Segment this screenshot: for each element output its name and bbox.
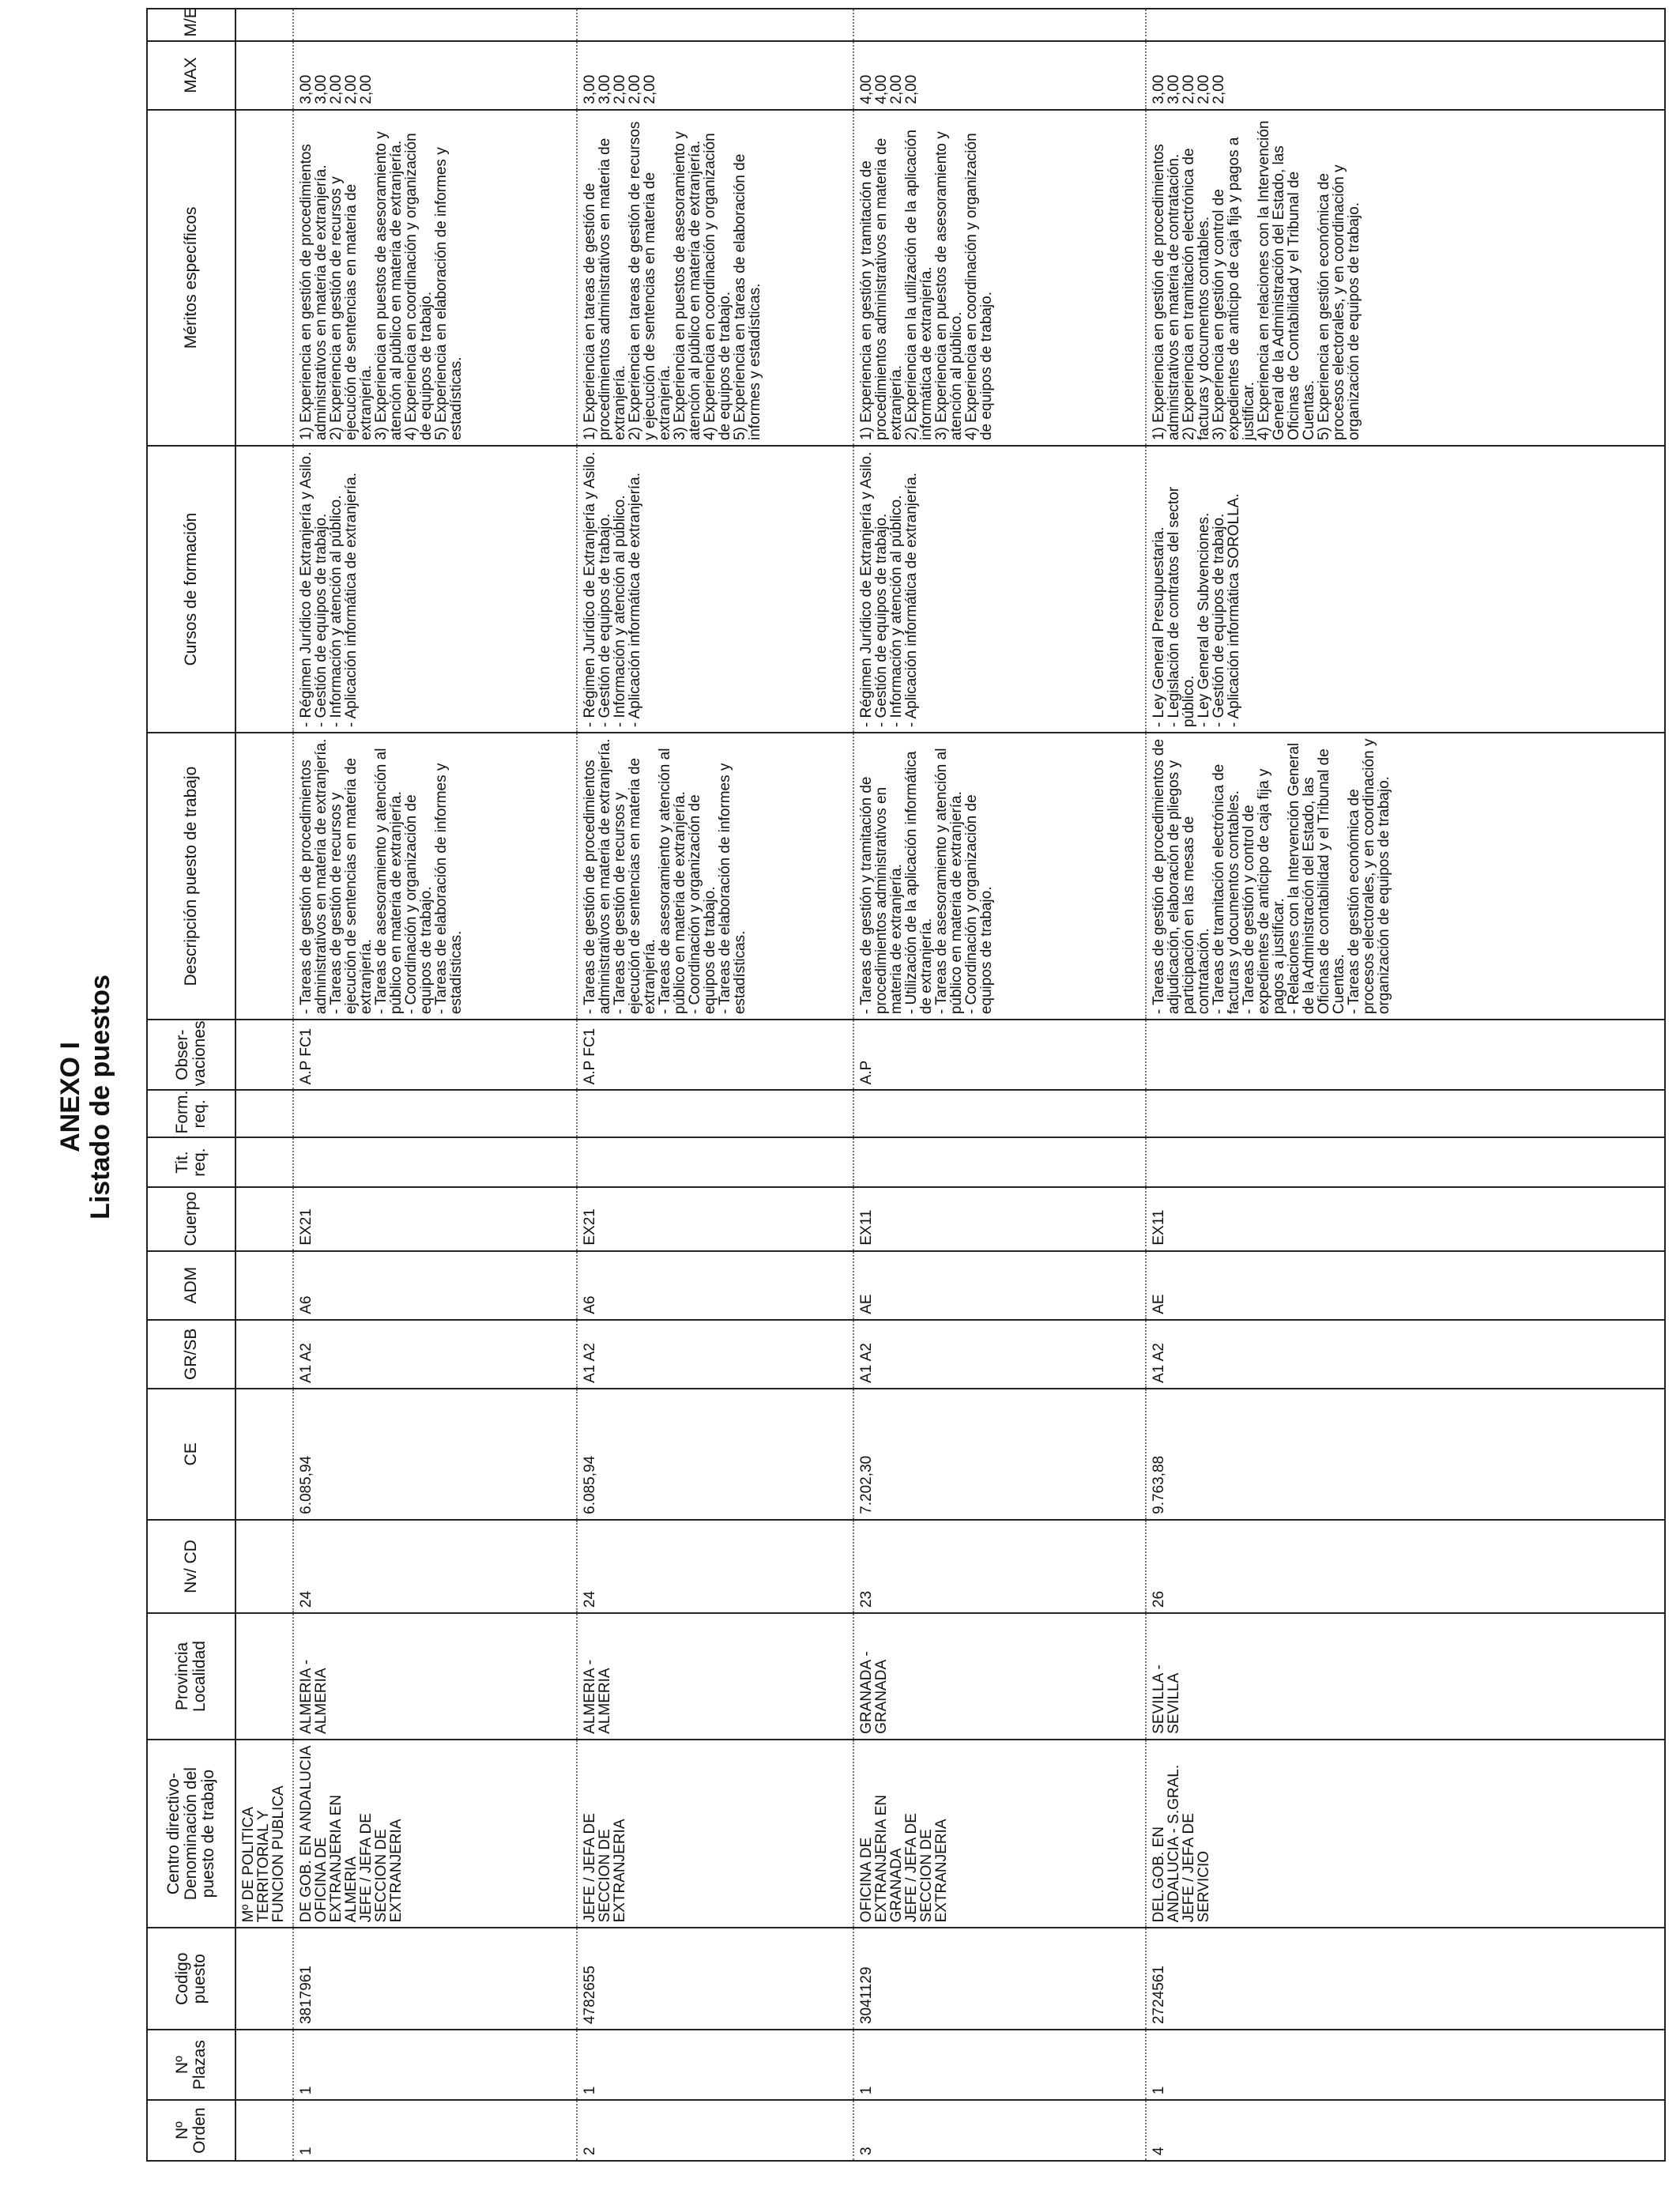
max-value: 2,00 [327,74,345,104]
empty-cell [1519,9,1665,41]
orden-cell: 1 [293,2100,578,2161]
grsb-cell: A1 A2 [293,1320,578,1389]
max-value: 2,00 [627,74,644,104]
merito-item: 4) Experiencia en coordinación y organización de equipos de trabajo. [402,129,435,441]
centro-directivo-line: OFICINA DE EXTRANJERIA EN ALMERIA [312,1791,360,1923]
max-value: 2,00 [612,74,629,104]
me-cell [577,9,853,41]
merito-item: 1) Experiencia en gestión de procedimientos administrativos en materia de contratación. [1150,139,1182,441]
header-provincia: Provincia Localidad [147,1613,235,1740]
merito-item: 5) Experiencia en gestión económica de procesos electorales, y en coordinación y organización de equipos de trabajo. [1315,160,1362,441]
merito-item: 5) Experiencia en elaboración de informes y estadísticas. [432,143,465,441]
provincia-cell: ALMERIA - ALMERIA [293,1613,578,1740]
header-descripcion: Descripción puesto de trabajo [147,733,235,1020]
max-value: 4,00 [857,74,875,104]
header-me: M/E [147,9,235,41]
max-value: 4,00 [872,74,890,104]
table-row [293,9,578,2161]
centro-cell [577,1740,853,1928]
descripcion-item: - Tareas de asesoramiento y atención al público en materia de extranjería. [657,744,689,1015]
tit-cell [293,1138,578,1187]
descripcion-item: - Tareas de elaboración de informes y estadísticas. [432,759,465,1015]
descripcion-item: - Coordinación y organización de equipos de trabajo. [962,790,995,1015]
merito-item: 1) Experiencia en tareas de gestión de procedimientos administrativos en materia de extranjería. [582,134,629,441]
cursos-cell [577,446,853,733]
descripcion-item: - Utilización de la aplicación informática de extranjería. [902,747,935,1015]
descripcion-item: - Tareas de gestión económica de procesos electorales, y en coordinación y organización de equipos de trabajo. [1345,734,1392,1015]
puesto-denominacion: JEFE / JEFA DE SERVICIO [1180,1808,1212,1923]
max-value: 3,00 [297,74,315,104]
max-cell [1146,41,1520,110]
descripcion-cell [853,733,1146,1020]
descripcion-item: - Tareas de tramitación electrónica de facturas y documentos contables. [1210,760,1242,1015]
curso-item: - Información y atención al público. [887,495,905,728]
empty-cell [1519,1928,1665,2030]
puesto-denominacion: JEFE / JEFA DE SECCION DE EXTRANJERIA [357,1808,405,1923]
orden-cell: 2 [577,2100,853,2161]
nivel-cell: 24 [577,1520,853,1613]
ce-cell: 7.202,30 [853,1389,1146,1520]
max-value: 3,00 [582,74,599,104]
curso-item: - Ley General Presupuestaria. [1150,526,1167,728]
descripcion-cell [293,733,578,1020]
curso-item: - Aplicación informática de extranjería. [902,472,920,728]
descripcion-item: - Tareas de gestión y control de expedientes de anticipo de caja fija y pagos a justificar. [1240,764,1287,1015]
meritos-cell [1146,110,1520,446]
plazas-cell: 1 [577,2030,853,2100]
empty-cell [1519,1520,1665,1613]
cuerpo-cell: EX21 [577,1187,853,1251]
max-cell [853,41,1146,110]
empty-cell [1519,2030,1665,2100]
descripcion-cell [1146,733,1520,1020]
descripcion-item: - Relaciones con la Intervención General de la Administración del Estado, las Oficinas de contabilidad y el Tribunal de Cuentas. [1285,738,1347,1015]
table-row [853,9,1146,2161]
curso-item: - Gestión de equipos de trabajo. [872,513,890,728]
form-cell [853,1090,1146,1137]
nivel-cell: 23 [853,1520,1146,1613]
provincia-cell: ALMERIA - ALMERIA [577,1613,853,1740]
empty-cell [1519,1020,1665,1090]
cuerpo-cell: EX21 [293,1187,578,1251]
ministry-row [235,9,293,2161]
nivel-cell: 26 [1146,1520,1520,1613]
ce-cell: 9.763,88 [1146,1389,1520,1520]
max-cell [293,41,578,110]
curso-item: - Régimen Jurídico de Extranjería y Asilo. [297,451,315,728]
header-grsb: GR/SB [147,1320,235,1389]
grsb-cell: A1 A2 [853,1320,1146,1389]
merito-item: 3) Experiencia en puestos de asesoramiento y atención al público. [932,126,965,441]
tit-cell [853,1138,1146,1187]
header-centro: Centro directivo- Denominación del puesto de trabajo [147,1740,235,1928]
centro-cell [1146,1740,1520,1928]
adm-cell: A6 [577,1251,853,1320]
plazas-cell: 1 [853,2030,1146,2100]
meritos-cell [293,110,578,446]
plazas-cell: 1 [293,2030,578,2100]
document-title: ANEXO I [55,1042,85,1152]
header-nivel: Nv/ CD [147,1520,235,1613]
max-value: 2,00 [1210,74,1227,104]
empty-cell [1519,1090,1665,1137]
obs-cell: A.P FC1 [293,1020,578,1090]
obs-cell: A.P FC1 [577,1020,853,1090]
grsb-cell: A1 A2 [1146,1320,1520,1389]
curso-item: - Aplicación informática de extranjería. [342,472,360,728]
curso-item: - Aplicación informática SOROLLA. [1225,493,1242,728]
descripcion-cell [577,733,853,1020]
centro-directivo-line: DEL.GOB. EN ANDALUCIA - S.GRAL. [1150,1764,1182,1923]
curso-item: - Régimen Jurídico de Extranjería y Asilo. [857,451,875,728]
ministry-line: Mº DE POLITICA TERRITORIAL Y FUNCION PUBLICA [235,1740,293,1928]
header-codigo: Codigo puesto [147,1928,235,2030]
merito-item: 5) Experiencia en tareas de elaboración de informes y estadísticas. [732,149,764,441]
cursos-cell [1146,446,1520,733]
merito-item: 3) Experiencia en puestos de asesoramiento y atención al público en materia de extranjería. [372,126,405,441]
ce-cell: 6.085,94 [577,1389,853,1520]
header-cursos: Cursos de formación [147,446,235,733]
max-value: 2,00 [1195,74,1212,104]
empty-cell [1519,2100,1665,2161]
curso-item: - Gestión de equipos de trabajo. [312,513,330,728]
provincia-cell: SEVILLA - SEVILLA [1146,1613,1520,1740]
table-row [577,9,853,2161]
codigo-cell: 4782655 [577,1928,853,2030]
codigo-cell: 3817961 [293,1928,578,2030]
orden-cell: 3 [853,2100,1146,2161]
tit-cell [577,1138,853,1187]
provincia-cell: GRANADA - GRANADA [853,1613,1146,1740]
meritos-cell [577,110,853,446]
merito-item: 2) Experiencia en tramitación electrónica de facturas y documentos contables. [1180,144,1212,441]
max-value: 2,00 [642,74,659,104]
merito-item: 4) Experiencia en coordinación y organización de equipos de trabajo. [702,129,734,441]
adm-cell: A6 [293,1251,578,1320]
ce-cell: 6.085,94 [293,1389,578,1520]
nivel-cell: 24 [293,1520,578,1613]
header-ce: CE [147,1389,235,1520]
meritos-cell [853,110,1146,446]
table-row [1146,9,1520,2161]
empty-cell [1519,1187,1665,1251]
header-adm: ADM [147,1251,235,1320]
puesto-denominacion: JEFE / JEFA DE SECCION DE EXTRANJERIA [582,1808,629,1923]
header-max: MAX [147,41,235,110]
curso-item: - Gestión de equipos de trabajo. [1210,513,1227,728]
descripcion-item: - Tareas de asesoramiento y atención al público en materia de extranjería. [932,744,965,1015]
max-value: 2,00 [342,74,360,104]
merito-item: 3) Experiencia en gestión y control de expedientes de anticipo de caja fija y pagos a justificar. [1210,133,1257,441]
codigo-cell: 2724561 [1146,1928,1520,2030]
obs-cell: A.P [853,1020,1146,1090]
curso-item: - Gestión de equipos de trabajo. [597,513,614,728]
merito-item: 4) Experiencia en relaciones con la Intervención General de la Administración del Estado, las Oficinas de Contabilidad y el Tribunal de Cuentas. [1255,116,1317,441]
empty-cell [1519,1740,1665,1928]
adm-cell: AE [853,1251,1146,1320]
header-meritos: Méritos específicos [147,110,235,446]
codigo-cell: 3041129 [853,1928,1146,2030]
descripcion-item: - Tareas de gestión de recursos y ejecución de sentencias en materia de extranjería. [327,753,375,1015]
descripcion-item: - Tareas de gestión de recursos y ejecución de sentencias en materia de extranjería. [612,753,659,1015]
puesto-denominacion: JEFE / JEFA DE SECCION DE EXTRANJERIA [902,1808,950,1923]
max-value: 3,00 [597,74,614,104]
max-value: 2,00 [1180,74,1197,104]
centro-directivo-line: DE GOB. EN ANDALUCIA [297,1745,315,1923]
header-row [147,9,235,2161]
descripcion-item: - Tareas de asesoramiento y atención al público en materia de extranjería. [372,744,405,1015]
tit-cell [1146,1138,1520,1187]
adm-cell: AE [1146,1251,1520,1320]
merito-item: 4) Experiencia en coordinación y organización de equipos de trabajo. [962,129,995,441]
form-cell [293,1090,578,1137]
centro-cell [853,1740,1146,1928]
curso-item: - Régimen Jurídico de Extranjería y Asilo. [582,451,599,728]
merito-item: 2) Experiencia en la utilización de la aplicación informática de extranjería. [902,125,935,441]
descripcion-item: - Tareas de gestión de procedimientos administrativos en materia de extranjería. [582,738,614,1015]
descripcion-item: - Coordinación y organización de equipos de trabajo. [402,790,435,1015]
orden-cell: 4 [1146,2100,1520,2161]
max-cell [577,41,853,110]
descripcion-item: - Tareas de gestión y tramitación de procedimientos administrativos en materia de extranjería. [857,772,905,1015]
descripcion-item: - Tareas de gestión de procedimientos de adjudicación, elaboración de pliegos y participación en las mesas de contratación. [1150,734,1212,1015]
max-value: 2,00 [357,74,375,104]
centro-directivo-line: OFICINA DE EXTRANJERIA EN GRANADA [857,1790,905,1923]
empty-cell [1519,1320,1665,1389]
header-orden: Nº Orden [147,2100,235,2161]
cursos-cell [853,446,1146,733]
header-tit: Tit. req. [147,1138,235,1187]
descripcion-item: - Tareas de gestión de procedimientos administrativos en materia de extranjería. [297,738,330,1015]
cuerpo-cell: EX11 [853,1187,1146,1251]
empty-cell [1519,446,1665,733]
document-subtitle: Listado de puestos [85,974,115,1220]
plazas-cell: 1 [1146,2030,1520,2100]
empty-cell [1519,110,1665,446]
empty-cell [1519,41,1665,110]
empty-cell [1519,1251,1665,1320]
header-form: Form. req. [147,1090,235,1137]
merito-item: 2) Experiencia en tareas de gestión de recursos y ejecución de sentencias en materia de extranjería. [627,117,674,441]
table-filler-row [1519,9,1665,2161]
descripcion-item: - Tareas de elaboración de informes y estadísticas. [717,759,749,1015]
obs-cell [1146,1020,1520,1090]
curso-item: - Legislación de contratos del sector público. [1165,482,1197,728]
positions-table [146,8,1666,2162]
merito-item: 3) Experiencia en puestos de asesoramiento y atención al público en materia de extranjería. [672,126,704,441]
curso-item: - Aplicación informática de extranjería. [627,472,644,728]
centro-cell [293,1740,578,1928]
max-value: 3,00 [312,74,330,104]
me-cell [853,9,1146,41]
me-cell [1146,9,1520,41]
cuerpo-cell: EX11 [1146,1187,1520,1251]
max-value: 2,00 [902,74,920,104]
header-cuerpo: Cuerpo [147,1187,235,1251]
descripcion-item: - Coordinación y organización de equipos de trabajo. [687,790,719,1015]
title-block [55,0,115,2194]
form-cell [577,1090,853,1137]
max-value: 2,00 [887,74,905,104]
empty-cell [1519,1138,1665,1187]
empty-cell [1519,1613,1665,1740]
merito-item: 1) Experiencia en gestión y tramitación de procedimientos administrativos en materia de extranjería. [857,134,905,441]
cursos-cell [293,446,578,733]
max-value: 3,00 [1150,74,1167,104]
grsb-cell: A1 A2 [577,1320,853,1389]
merito-item: 1) Experiencia en gestión de procedimientos administrativos en materia de extranjería. [297,139,330,441]
form-cell [1146,1090,1520,1137]
me-cell [293,9,578,41]
empty-cell [1519,733,1665,1020]
header-obs: Obser- vaciones [147,1020,235,1090]
curso-item: - Ley General de Subvenciones. [1195,512,1212,728]
curso-item: - Información y atención al público. [612,495,629,728]
max-value: 3,00 [1165,74,1182,104]
merito-item: 2) Experiencia en gestión de recursos y ejecución de sentencias en materia de extranjería. [327,172,375,441]
header-plazas: Nº Plazas [147,2030,235,2100]
empty-cell [1519,1389,1665,1520]
curso-item: - Información y atención al público. [327,495,345,728]
